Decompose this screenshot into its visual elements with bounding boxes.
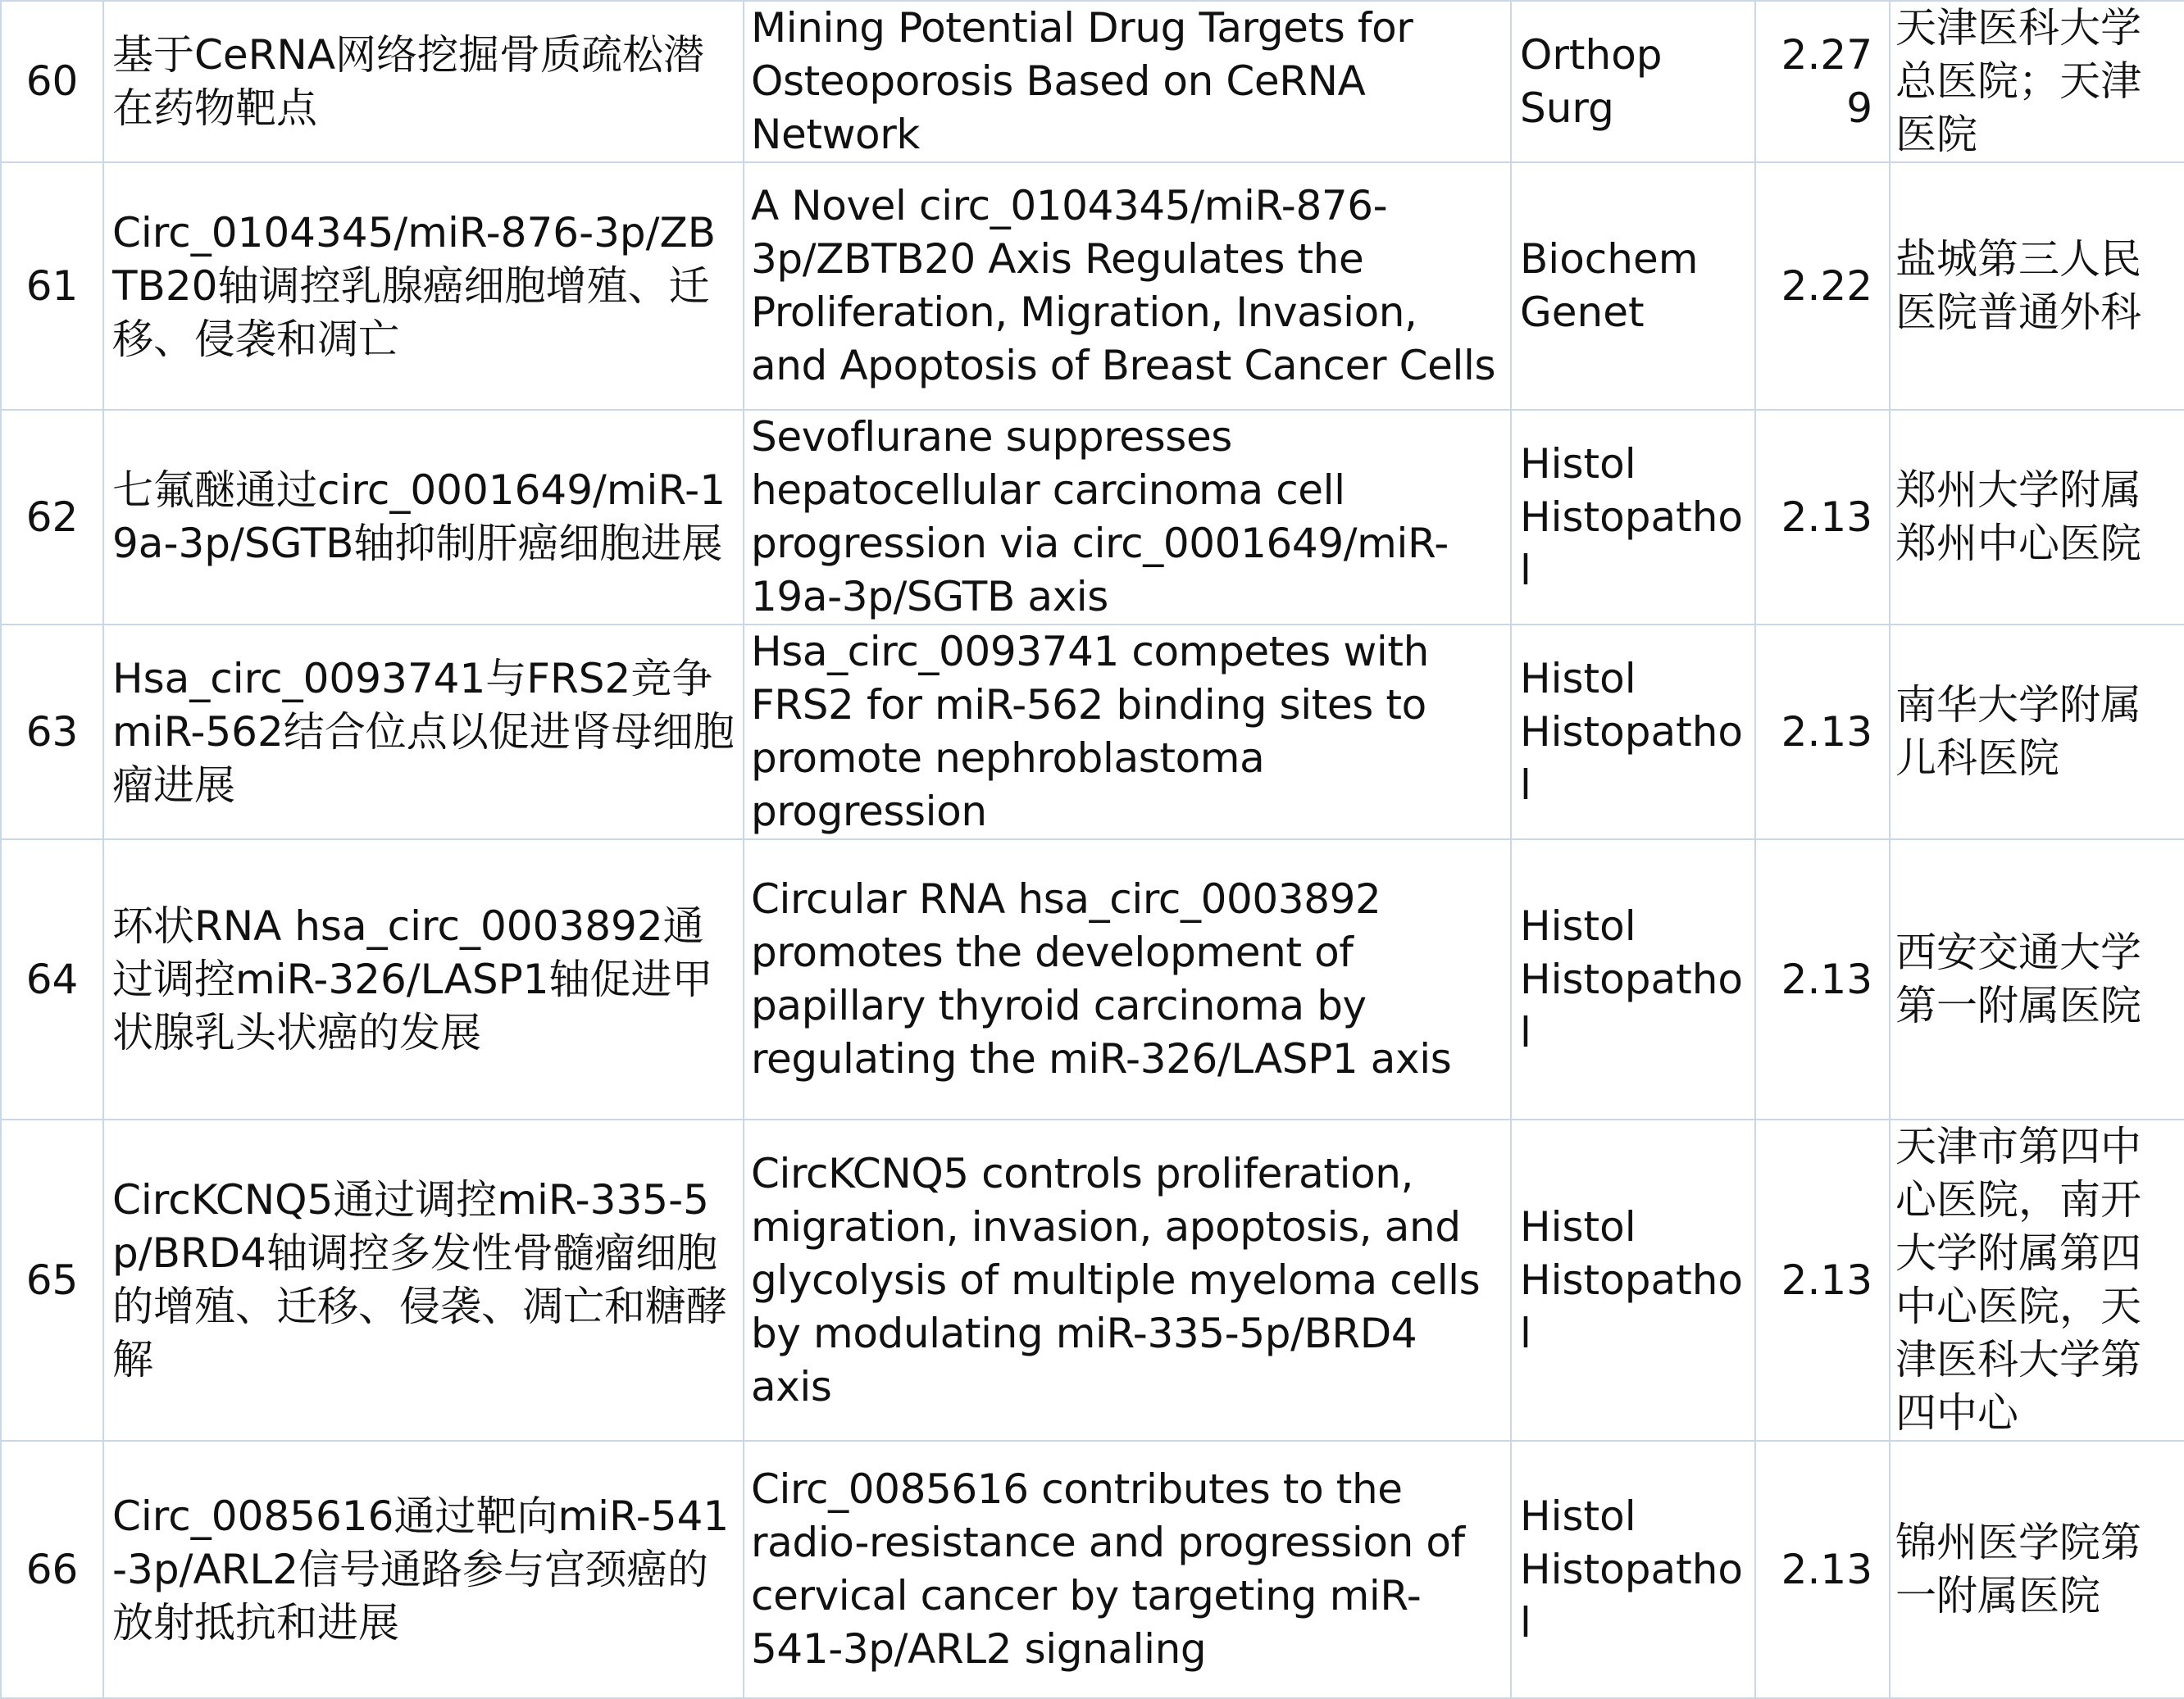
journal-cell[interactable]: Histol Histopathol — [1511, 839, 1755, 1120]
english-title-cell[interactable]: Sevoflurane suppresses hepatocellular carcinoma cell progression via circ_0001649/miR-19a-3p/SGTB axis — [744, 410, 1511, 625]
english-title-cell[interactable]: Circ_0085616 contributes to the radio-resistance and progression of cervical cancer by targeting miR-541-3p/ARL2 signaling — [744, 1441, 1511, 1698]
english-title-cell[interactable]: Mining Potential Drug Targets for Osteoporosis Based on CeRNA Network — [744, 1, 1511, 162]
row-number-cell[interactable]: 62 — [1, 410, 103, 625]
chinese-title-cell[interactable]: Hsa_circ_0093741与FRS2竞争miR-562结合位点以促进肾母细胞瘤进展 — [103, 625, 744, 839]
chinese-title-cell[interactable]: Circ_0104345/miR-876-3p/ZBTB20轴调控乳腺癌细胞增殖、迁移、侵袭和凋亡 — [103, 162, 744, 410]
english-title-cell[interactable]: Hsa_circ_0093741 competes with FRS2 for miR-562 binding sites to promote nephroblastoma progression — [744, 625, 1511, 839]
row-number-cell[interactable]: 66 — [1, 1441, 103, 1698]
institution-cell[interactable]: 天津医科大学总医院；天津医院 — [1890, 1, 2184, 162]
row-number-cell[interactable]: 60 — [1, 1, 103, 162]
impact-factor-cell[interactable]: 2.13 — [1755, 410, 1890, 625]
journal-cell[interactable]: Histol Histopathol — [1511, 1120, 1755, 1441]
institution-cell[interactable]: 天津市第四中心医院，南开大学附属第四中心医院，天津医科大学第四中心 — [1890, 1120, 2184, 1441]
impact-factor-cell[interactable]: 2.279 — [1755, 1, 1890, 162]
chinese-title-cell[interactable]: 环状RNA hsa_circ_0003892通过调控miR-326/LASP1轴促进甲状腺乳头状癌的发展 — [103, 839, 744, 1120]
english-title-cell[interactable]: CircKCNQ5 controls proliferation, migration, invasion, apoptosis, and glycolysis of multiple myeloma cells by modulating miR-335-5p/BRD4 axis — [744, 1120, 1511, 1441]
table-row — [1, 625, 2184, 839]
table-row — [1, 1, 2184, 162]
institution-cell[interactable]: 西安交通大学第一附属医院 — [1890, 839, 2184, 1120]
impact-factor-cell[interactable]: 2.13 — [1755, 1441, 1890, 1698]
english-title-cell[interactable]: A Novel circ_0104345/miR-876-3p/ZBTB20 Axis Regulates the Proliferation, Migration, Invasion, and Apoptosis of Breast Cancer Cells — [744, 162, 1511, 410]
journal-cell[interactable]: Biochem Genet — [1511, 162, 1755, 410]
journal-cell[interactable]: Orthop Surg — [1511, 1, 1755, 162]
table-row — [1, 410, 2184, 625]
chinese-title-cell[interactable]: 基于CeRNA网络挖掘骨质疏松潜在药物靶点 — [103, 1, 744, 162]
row-number-cell[interactable]: 65 — [1, 1120, 103, 1441]
impact-factor-cell[interactable]: 2.22 — [1755, 162, 1890, 410]
journal-cell[interactable]: Histol Histopathol — [1511, 1441, 1755, 1698]
impact-factor-cell[interactable]: 2.13 — [1755, 1120, 1890, 1441]
table-row — [1, 1441, 2184, 1698]
table-row — [1, 1120, 2184, 1441]
journal-cell[interactable]: Histol Histopathol — [1511, 410, 1755, 625]
institution-cell[interactable]: 锦州医学院第一附属医院 — [1890, 1441, 2184, 1698]
impact-factor-cell[interactable]: 2.13 — [1755, 625, 1890, 839]
row-number-cell[interactable]: 63 — [1, 625, 103, 839]
english-title-cell[interactable]: Circular RNA hsa_circ_0003892 promotes the development of papillary thyroid carcinoma by regulating the miR-326/LASP1 axis — [744, 839, 1511, 1120]
chinese-title-cell[interactable]: 七氟醚通过circ_0001649/miR-19a-3p/SGTB轴抑制肝癌细胞进展 — [103, 410, 744, 625]
journal-cell[interactable]: Histol Histopathol — [1511, 625, 1755, 839]
impact-factor-cell[interactable]: 2.13 — [1755, 839, 1890, 1120]
table-row — [1, 162, 2184, 410]
row-number-cell[interactable]: 64 — [1, 839, 103, 1120]
institution-cell[interactable]: 郑州大学附属郑州中心医院 — [1890, 410, 2184, 625]
row-number-cell[interactable]: 61 — [1, 162, 103, 410]
chinese-title-cell[interactable]: CircKCNQ5通过调控miR-335-5p/BRD4轴调控多发性骨髓瘤细胞的增殖、迁移、侵袭、凋亡和糖酵解 — [103, 1120, 744, 1441]
institution-cell[interactable]: 盐城第三人民医院普通外科 — [1890, 162, 2184, 410]
table-row — [1, 839, 2184, 1120]
chinese-title-cell[interactable]: Circ_0085616通过靶向miR-541-3p/ARL2信号通路参与宫颈癌的放射抵抗和进展 — [103, 1441, 744, 1698]
institution-cell[interactable]: 南华大学附属儿科医院 — [1890, 625, 2184, 839]
